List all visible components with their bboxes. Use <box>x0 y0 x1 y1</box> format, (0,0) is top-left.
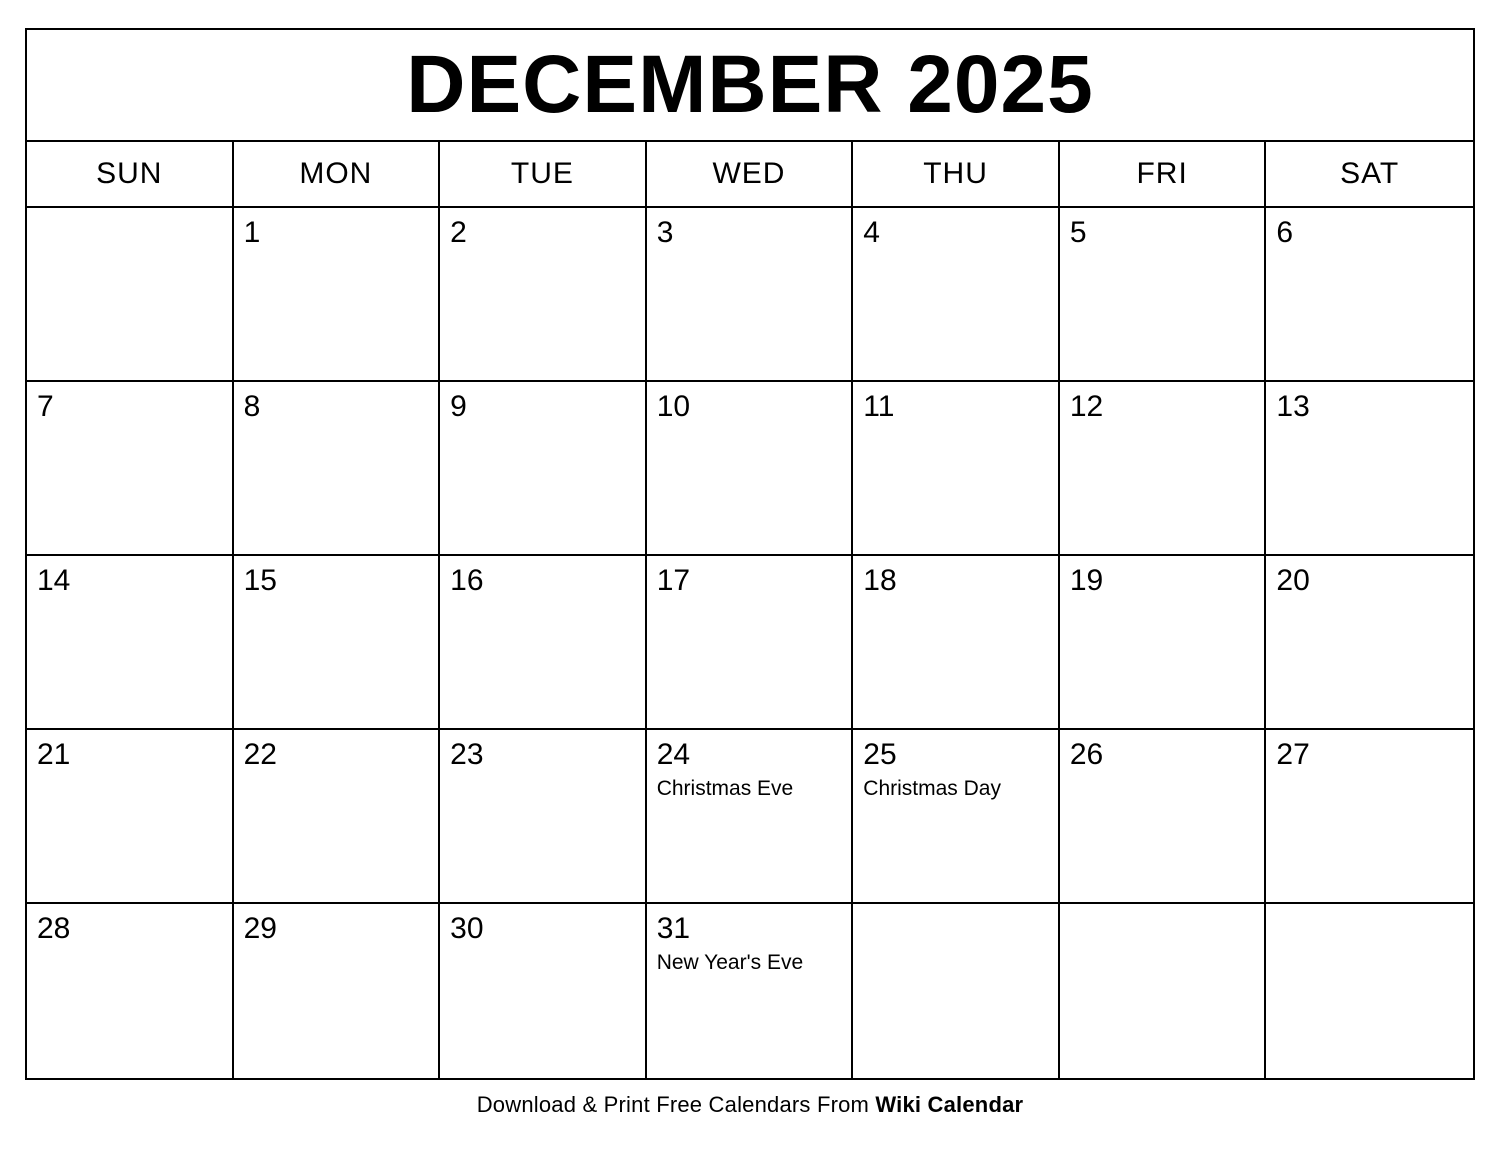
day-number: 15 <box>243 564 277 597</box>
footer-brand-link[interactable]: Wiki Calendar <box>875 1092 1024 1117</box>
day-cell[interactable] <box>440 904 647 1078</box>
day-cell[interactable] <box>440 208 647 380</box>
day-number: 22 <box>243 738 277 771</box>
footer-credit <box>25 1092 1475 1118</box>
day-number: 28 <box>37 912 71 945</box>
day-number: 27 <box>1276 738 1310 771</box>
day-number: 9 <box>450 390 467 423</box>
day-cell[interactable] <box>234 730 441 902</box>
day-number: 19 <box>1069 564 1104 597</box>
day-cell[interactable] <box>1060 382 1267 554</box>
day-cell[interactable] <box>1060 556 1267 728</box>
day-event: Christmas Day <box>863 777 1001 800</box>
day-number: 17 <box>656 564 691 597</box>
day-number: 10 <box>656 390 691 423</box>
day-cell[interactable] <box>647 556 854 728</box>
day-number: 29 <box>243 912 277 945</box>
day-cell[interactable] <box>647 208 854 380</box>
day-number: 5 <box>1069 216 1087 249</box>
day-cell[interactable] <box>853 730 1060 902</box>
page-title: DECEMBER 2025 <box>406 39 1094 130</box>
day-number: 3 <box>656 216 674 249</box>
weekday-header-sun: SUN <box>27 142 234 206</box>
day-cell[interactable] <box>853 382 1060 554</box>
weekday-header-thu: THU <box>853 142 1060 206</box>
day-number: 26 <box>1069 738 1104 771</box>
day-event: New Year's Eve <box>656 951 804 974</box>
week-row <box>27 730 1473 904</box>
day-cell[interactable] <box>440 730 647 902</box>
day-cell[interactable] <box>647 382 854 554</box>
day-number: 31 <box>656 912 691 945</box>
day-number: 8 <box>243 390 261 423</box>
day-cell[interactable] <box>234 904 441 1078</box>
weekday-header-row <box>27 142 1473 208</box>
day-number: 2 <box>450 216 467 249</box>
day-cell[interactable] <box>27 730 234 902</box>
day-cell[interactable] <box>27 208 234 380</box>
day-number: 12 <box>1069 390 1104 423</box>
week-row <box>27 904 1473 1078</box>
day-event: Christmas Eve <box>656 777 794 800</box>
week-row <box>27 382 1473 556</box>
day-cell[interactable] <box>853 904 1060 1078</box>
day-cell[interactable] <box>647 904 854 1078</box>
day-cell[interactable] <box>234 556 441 728</box>
week-row <box>27 208 1473 382</box>
calendar-weeks <box>27 208 1473 1078</box>
day-cell[interactable] <box>27 382 234 554</box>
day-number: 1 <box>243 216 261 249</box>
day-number: 23 <box>450 738 484 771</box>
weekday-header-fri: FRI <box>1060 142 1267 206</box>
day-cell[interactable] <box>27 904 234 1078</box>
day-cell[interactable] <box>234 382 441 554</box>
day-number: 11 <box>863 390 895 423</box>
calendar-frame <box>25 28 1475 1080</box>
footer-text: Download & Print Free Calendars From <box>476 1092 876 1117</box>
weekday-header-mon: MON <box>234 142 441 206</box>
weekday-header-sat: SAT <box>1340 157 1400 190</box>
day-number: 6 <box>1276 216 1294 249</box>
day-cell[interactable] <box>1266 556 1473 728</box>
day-cell[interactable] <box>1266 730 1473 902</box>
day-number: 25 <box>863 738 897 771</box>
calendar-title-bar <box>27 30 1473 142</box>
day-cell[interactable] <box>1060 730 1267 902</box>
day-cell[interactable] <box>1266 904 1473 1078</box>
day-cell[interactable] <box>1060 904 1267 1078</box>
day-number: 14 <box>37 564 71 597</box>
day-cell[interactable] <box>440 556 647 728</box>
weekday-header-tue: TUE <box>440 142 647 206</box>
day-cell[interactable] <box>853 208 1060 380</box>
day-number: 16 <box>450 564 484 597</box>
day-cell[interactable] <box>647 730 854 902</box>
day-number: 7 <box>37 390 54 423</box>
day-cell[interactable] <box>1060 208 1267 380</box>
day-cell[interactable] <box>440 382 647 554</box>
day-number: 20 <box>1276 564 1310 597</box>
day-number: 4 <box>863 216 880 249</box>
day-cell[interactable] <box>1266 382 1473 554</box>
weekday-header-wed: WED <box>647 142 854 206</box>
day-cell[interactable] <box>27 556 234 728</box>
week-row <box>27 556 1473 730</box>
day-cell[interactable] <box>1266 208 1473 380</box>
day-number: 18 <box>863 564 897 597</box>
day-number: 30 <box>450 912 484 945</box>
day-cell[interactable] <box>853 556 1060 728</box>
day-number: 13 <box>1276 390 1310 423</box>
day-number: 24 <box>656 738 691 771</box>
day-cell[interactable] <box>234 208 441 380</box>
day-number: 21 <box>37 738 71 771</box>
